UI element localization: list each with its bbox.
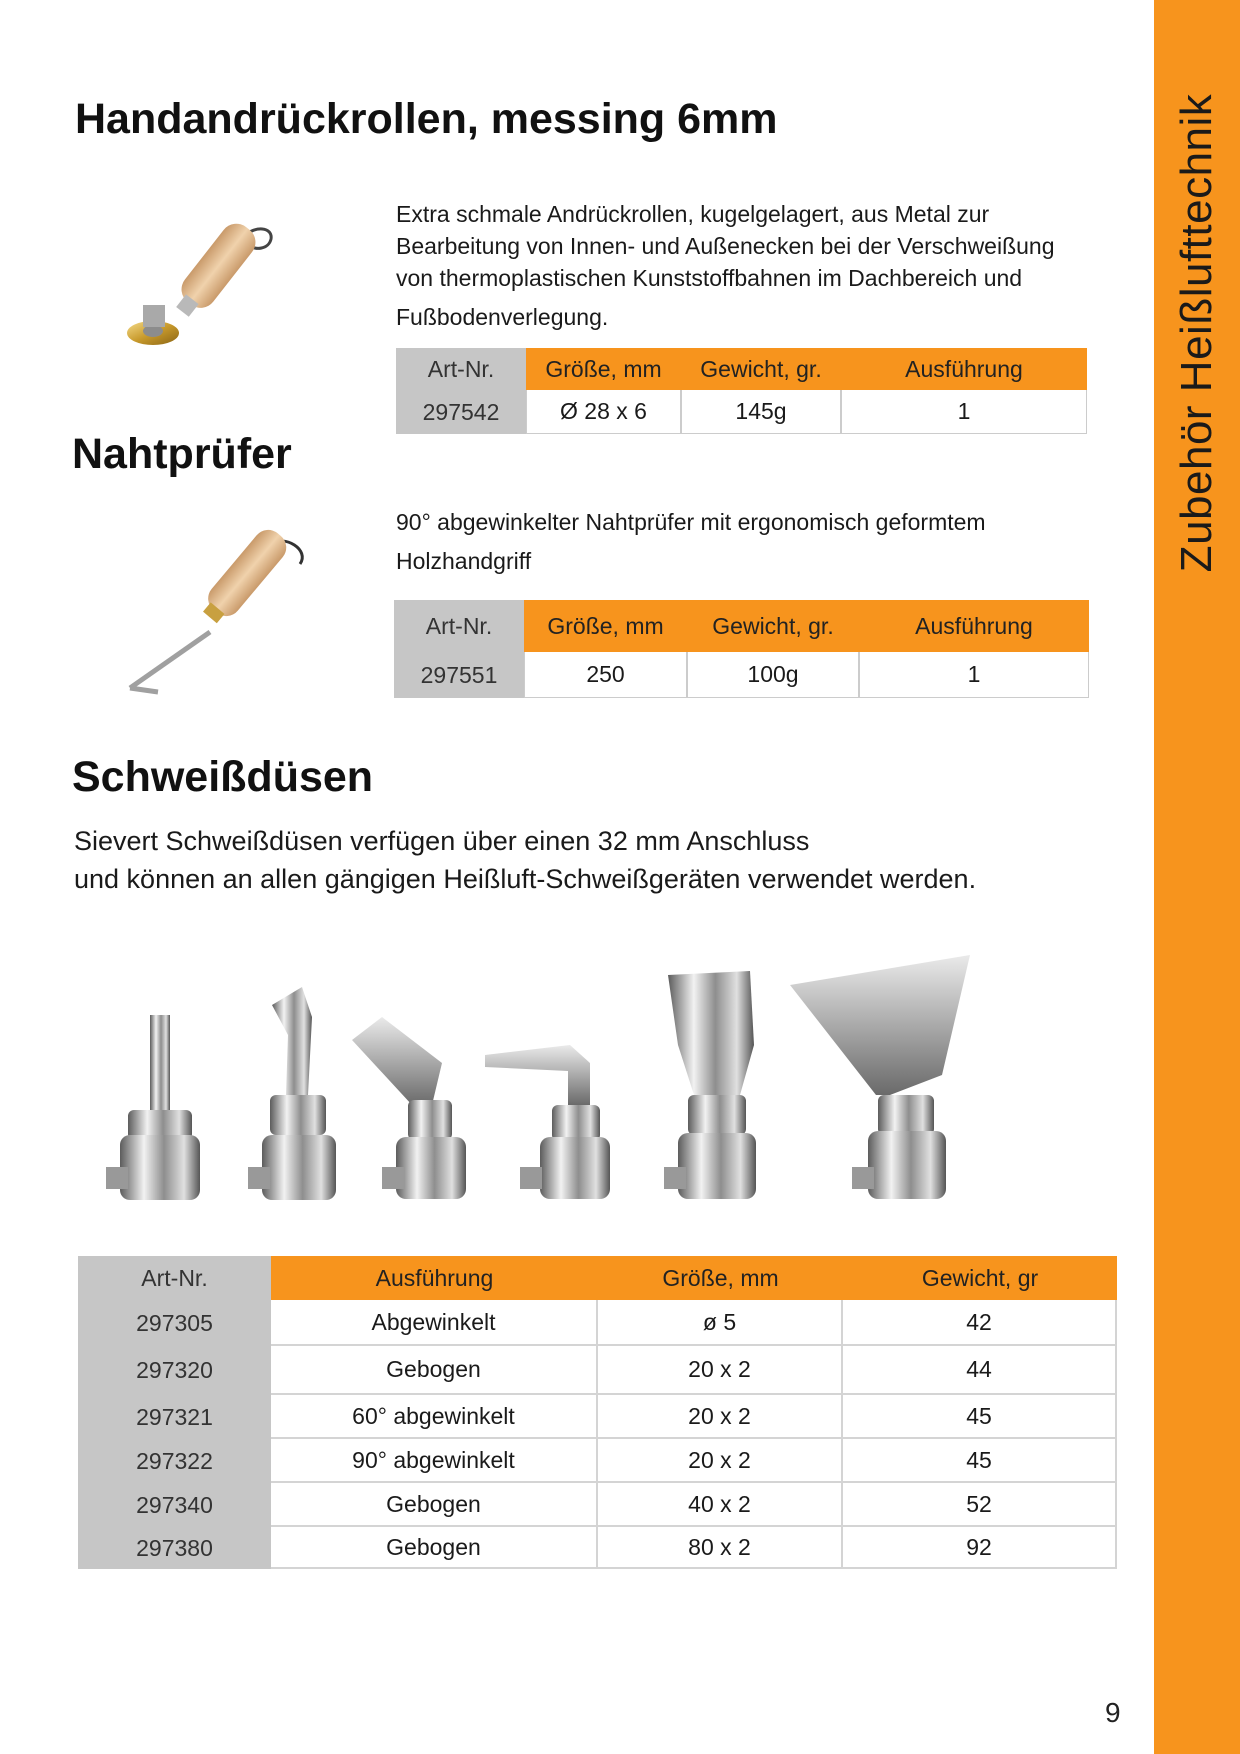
nozzles-desc-line: Sievert Schweißdüsen verfügen über einen 32 mm Anschluss bbox=[74, 826, 810, 856]
page-number: 9 bbox=[1105, 1697, 1121, 1728]
cell-version: 60° abgewinkelt bbox=[271, 1395, 598, 1439]
cell-size: 40 x 2 bbox=[598, 1483, 843, 1527]
cell-version: Gebogen bbox=[271, 1483, 598, 1527]
seam-tester-description bbox=[396, 506, 1136, 577]
table-header-row bbox=[396, 348, 1087, 390]
roller-desc-line: Extra schmale Andrückrollen, kugelgelagert, aus Metal zur bbox=[396, 201, 990, 227]
roller-description bbox=[396, 198, 1136, 333]
header-art-nr: Art-Nr. bbox=[78, 1256, 271, 1300]
cell-size: 20 x 2 bbox=[598, 1439, 843, 1483]
cell-art-nr: 297322 bbox=[78, 1439, 271, 1483]
header-weight: Gewicht, gr. bbox=[681, 348, 841, 390]
cell-art-nr: 297542 bbox=[396, 390, 526, 434]
welding-nozzles-image bbox=[90, 945, 1090, 1215]
seam-desc-line: Holzhandgriff bbox=[396, 548, 532, 574]
cell-art-nr: 297320 bbox=[78, 1346, 271, 1395]
table-row bbox=[78, 1395, 1117, 1439]
seam-desc-line: 90° abgewinkelter Nahtprüfer mit ergonomisch geformtem bbox=[396, 509, 986, 535]
cell-weight: 100g bbox=[687, 652, 859, 698]
header-weight: Gewicht, gr bbox=[843, 1256, 1117, 1300]
header-size: Größe, mm bbox=[598, 1256, 843, 1300]
cell-art-nr: 297340 bbox=[78, 1483, 271, 1527]
table-header-row bbox=[394, 600, 1089, 652]
cell-art-nr: 297321 bbox=[78, 1395, 271, 1439]
cell-weight: 44 bbox=[843, 1346, 1117, 1395]
nozzles-desc-line: und können an allen gängigen Heißluft-Schweißgeräten verwendet werden. bbox=[74, 864, 977, 894]
cell-size: ø 5 bbox=[598, 1300, 843, 1346]
nozzle-round bbox=[106, 1015, 200, 1200]
roller-desc-line: Fußbodenverlegung. bbox=[396, 304, 609, 330]
cell-weight: 92 bbox=[843, 1527, 1117, 1569]
header-art-nr: Art-Nr. bbox=[394, 600, 524, 652]
pressure-roller-image bbox=[115, 205, 285, 360]
cell-art-nr: 297305 bbox=[78, 1300, 271, 1346]
cell-weight: 42 bbox=[843, 1300, 1117, 1346]
cell-version: 1 bbox=[859, 652, 1089, 698]
table-header-row bbox=[78, 1256, 1117, 1300]
cell-art-nr: 297380 bbox=[78, 1527, 271, 1569]
nozzles-description bbox=[74, 822, 976, 898]
header-version: Ausführung bbox=[859, 600, 1089, 652]
header-weight: Gewicht, gr. bbox=[687, 600, 859, 652]
cell-weight: 45 bbox=[843, 1395, 1117, 1439]
header-size: Größe, mm bbox=[526, 348, 681, 390]
cell-art-nr: 297551 bbox=[394, 652, 524, 698]
cell-version: 90° abgewinkelt bbox=[271, 1439, 598, 1483]
roller-spec-table bbox=[396, 348, 1087, 434]
roller-desc-line: Bearbeitung von Innen- und Außenecken bei der Verschweißung bbox=[396, 233, 1055, 259]
cell-version: 1 bbox=[841, 390, 1087, 434]
roller-section-title: Handandrückrollen, messing 6mm bbox=[75, 95, 778, 143]
nozzles-spec-table bbox=[78, 1256, 1117, 1569]
cell-weight: 145g bbox=[681, 390, 841, 434]
nozzle-bent bbox=[248, 987, 336, 1200]
nozzle-extra-wide bbox=[790, 955, 970, 1199]
nozzle-90-degree bbox=[485, 1045, 610, 1199]
cell-size: 20 x 2 bbox=[598, 1346, 843, 1395]
cell-version: Gebogen bbox=[271, 1346, 598, 1395]
cell-version: Abgewinkelt bbox=[271, 1300, 598, 1346]
header-size: Größe, mm bbox=[524, 600, 687, 652]
cell-weight: 52 bbox=[843, 1483, 1117, 1527]
cell-size: 250 bbox=[524, 652, 687, 698]
cell-size: Ø 28 x 6 bbox=[526, 390, 681, 434]
cell-size: 80 x 2 bbox=[598, 1527, 843, 1569]
header-art-nr: Art-Nr. bbox=[396, 348, 526, 390]
seam-tester-image bbox=[120, 520, 330, 700]
header-version: Ausführung bbox=[271, 1256, 598, 1300]
seam-tester-section-title: Nahtprüfer bbox=[72, 430, 292, 478]
nozzles-section-title: Schweißdüsen bbox=[72, 753, 374, 801]
header-version: Ausführung bbox=[841, 348, 1087, 390]
roller-desc-line: von thermoplastischen Kunststoffbahnen im Dachbereich und bbox=[396, 265, 1023, 291]
seam-tester-spec-table bbox=[394, 600, 1089, 698]
nozzle-wide bbox=[664, 971, 756, 1199]
cell-size: 20 x 2 bbox=[598, 1395, 843, 1439]
section-side-title: Zubehör Heißlufttechnik bbox=[1172, 93, 1221, 573]
table-row bbox=[78, 1483, 1117, 1527]
table-row bbox=[78, 1439, 1117, 1483]
table-row bbox=[394, 652, 1089, 698]
table-row bbox=[78, 1346, 1117, 1395]
cell-weight: 45 bbox=[843, 1439, 1117, 1483]
cell-version: Gebogen bbox=[271, 1527, 598, 1569]
nozzle-60-degree bbox=[352, 1017, 466, 1199]
table-row bbox=[78, 1527, 1117, 1569]
table-row bbox=[78, 1300, 1117, 1346]
table-row bbox=[396, 390, 1087, 434]
